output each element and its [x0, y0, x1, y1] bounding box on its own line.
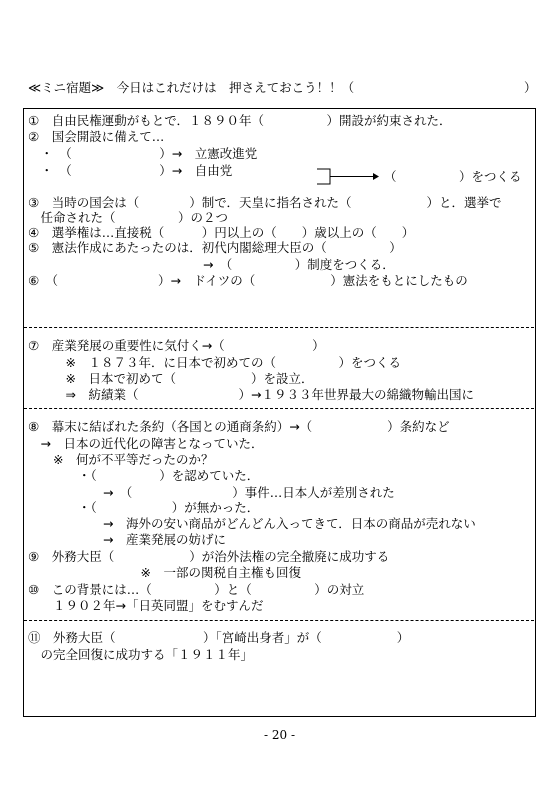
divider-2 — [24, 408, 534, 409]
page-number: - 20 - — [263, 728, 295, 742]
bracket-arrow — [317, 168, 379, 186]
item-2: ② 国会開設に備えて… — [28, 129, 165, 144]
item-8-point-2-result-a: → 海外の安い商品がどんどん入ってきて．日本の商品が売れない — [28, 516, 476, 531]
item-11: ⑪ 外務大臣（ ）「宮崎出身者」が（ ） — [28, 630, 410, 645]
item-5: ⑤ 憲法作成にあたったのは．初代内閣総理大臣の（ ） — [28, 240, 402, 255]
item-11-cont: の完全回復に成功する「１９１１年」 — [28, 647, 254, 662]
item-8-point-1: ・（ ）を認めていた． — [28, 468, 260, 483]
item-8: ⑧ 幕末に結ばれた条約（各国との通商条約）→（ ）条約など — [28, 419, 450, 434]
item-8-point-1-result: → （ ）事件…日本人が差別された — [28, 485, 395, 500]
item-3: ③ 当時の国会は（ ）制で．天皇に指名された（ ）と．選挙で — [28, 195, 502, 210]
item-10-cont: １９０２年→「日英同盟」をむすんだ — [28, 598, 264, 613]
item-8-question: ※ 何が不平等だったのか？ — [28, 452, 214, 467]
divider-1 — [24, 327, 534, 328]
item-6: ⑥ （ ）→ ドイツの（ ）憲法をもとにしたもの — [28, 273, 468, 288]
item-5-cont: → （ ）制度をつくる． — [28, 257, 395, 272]
item-8-cont: → 日本の近代化の障害となっていた． — [28, 436, 264, 451]
item-9-note: ※ 一部の関税自主権も回復 — [28, 565, 301, 580]
item-2-party-b: ・ （ ）→ 自由党 — [28, 163, 233, 178]
item-2-party-a: ・ （ ）→ 立憲改進党 — [28, 146, 258, 161]
divider-3 — [24, 620, 534, 621]
item-7-note-3: ⇒ 紡績業（ ）→１９３３年世界最大の綿織物輸出国に — [28, 387, 474, 402]
item-2-result: （ ）をつくる — [384, 169, 522, 184]
item-8-point-2-result-b: → 産業発展の妨げに — [28, 532, 226, 547]
item-1: ① 自由民権運動がもとで．１８９０年（ ）開設が約束された． — [28, 113, 452, 128]
homework-title-close: ） — [524, 80, 537, 95]
item-3-cont: 任命された（ ）の２つ — [28, 210, 229, 225]
item-8-point-2: ・（ ）が無かった． — [28, 500, 260, 515]
item-4: ④ 選挙権は…直接税（ ）円以上の（ ）歳以上の（ ） — [28, 225, 415, 240]
item-10: ⑩ この背景には…（ ）と（ ）の対立 — [28, 582, 365, 597]
item-9: ⑨ 外務大臣（ ）が治外法権の完全撤廃に成功する — [28, 549, 390, 564]
item-7-note-2: ※ 日本で初めて（ ）を設立． — [28, 371, 314, 386]
item-7-note-1: ※ １８７３年．に日本で初めての（ ）をつくる — [28, 355, 401, 370]
item-7: ⑦ 産業発展の重要性に気付く→（ ） — [28, 338, 325, 353]
homework-title: ≪ミニ宿題≫ 今日はこれだけは 押さえておこう！！（ — [28, 80, 355, 95]
